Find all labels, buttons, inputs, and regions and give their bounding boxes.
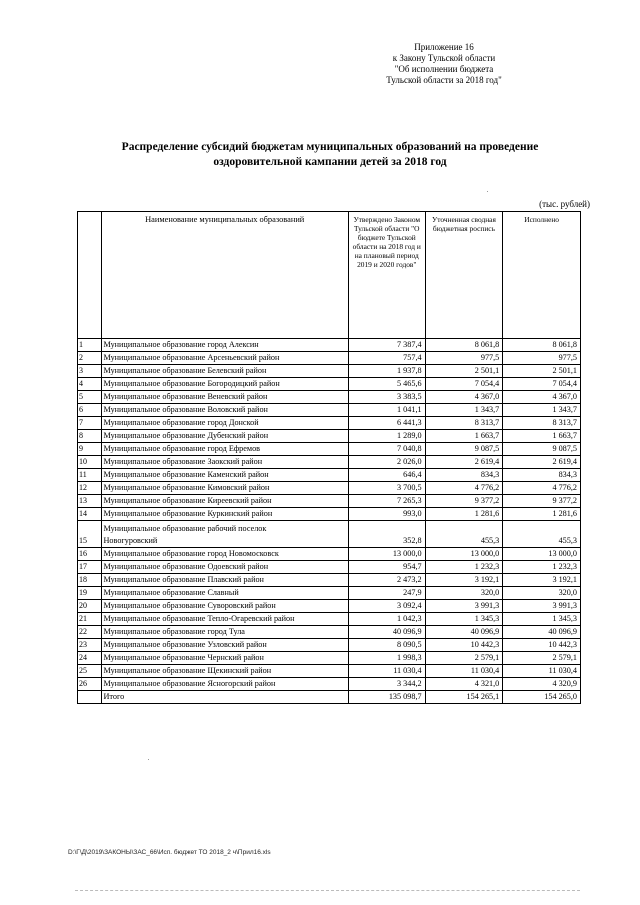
row-approved: 3 383,5 <box>348 391 425 404</box>
row-name: Муниципальное образование Арсеньевский район <box>101 352 348 365</box>
row-executed: 1 232,3 <box>503 561 581 574</box>
row-executed: 455,3 <box>503 521 581 548</box>
row-name: Муниципальное образование Чернский район <box>101 652 348 665</box>
row-name: Муниципальное образование Заокский район <box>101 456 348 469</box>
header-approved: Утверждено Законом Тульской области "О бюджете Тульской области на 2018 год и на плановый период 2019 и 2020 годов" <box>348 212 425 339</box>
row-executed: 1 663,7 <box>503 430 581 443</box>
table-row <box>78 639 581 652</box>
row-approved: 3 700,5 <box>348 482 425 495</box>
row-name: Муниципальное образование Белевский район <box>101 365 348 378</box>
row-revised: 977,5 <box>425 352 503 365</box>
row-approved: 40 096,9 <box>348 626 425 639</box>
row-approved: 11 030,4 <box>348 665 425 678</box>
row-number: 21 <box>78 613 102 626</box>
row-number: 23 <box>78 639 102 652</box>
row-executed: 9 087,5 <box>503 443 581 456</box>
row-approved: 2 026,0 <box>348 456 425 469</box>
appendix-block <box>344 42 544 86</box>
header-name: Наименование муниципальных образований <box>101 212 348 339</box>
row-revised: 8 313,7 <box>425 417 503 430</box>
table-row <box>78 548 581 561</box>
row-approved: 3 344,2 <box>348 678 425 691</box>
table-row <box>78 365 581 378</box>
table-row <box>78 456 581 469</box>
table-row <box>78 430 581 443</box>
row-approved: 352,8 <box>348 521 425 548</box>
row-name: Муниципальное образование город Тула <box>101 626 348 639</box>
row-number: 12 <box>78 482 102 495</box>
table-row <box>78 339 581 352</box>
row-executed: 11 030,4 <box>503 665 581 678</box>
table-row <box>78 574 581 587</box>
row-approved: 2 473,2 <box>348 574 425 587</box>
row-executed: 3 991,3 <box>503 600 581 613</box>
row-number: 25 <box>78 665 102 678</box>
row-number: 10 <box>78 456 102 469</box>
row-approved: 1 289,0 <box>348 430 425 443</box>
row-revised: 4 321,0 <box>425 678 503 691</box>
row-revised: 9 087,5 <box>425 443 503 456</box>
row-number: 6 <box>78 404 102 417</box>
row-name: Муниципальное образование Богородицкий район <box>101 378 348 391</box>
row-number: 13 <box>78 495 102 508</box>
total-revised: 154 265,1 <box>425 691 503 704</box>
row-executed: 320,0 <box>503 587 581 600</box>
row-approved: 7 387,4 <box>348 339 425 352</box>
row-number: 1 <box>78 339 102 352</box>
row-executed: 4 367,0 <box>503 391 581 404</box>
row-executed: 1 345,3 <box>503 613 581 626</box>
table-row <box>78 626 581 639</box>
row-name: Муниципальное образование Кимовский район <box>101 482 348 495</box>
row-approved: 247,9 <box>348 587 425 600</box>
row-name: Муниципальное образование Одоевский район <box>101 561 348 574</box>
row-number: 11 <box>78 469 102 482</box>
row-name: Муниципальное образование Куркинский район <box>101 508 348 521</box>
row-approved: 13 000,0 <box>348 548 425 561</box>
row-revised: 13 000,0 <box>425 548 503 561</box>
row-revised: 834,3 <box>425 469 503 482</box>
row-number: 17 <box>78 561 102 574</box>
table-header-row <box>78 212 581 339</box>
units-label: (тыс. рублей) <box>539 199 590 209</box>
row-executed: 8 061,8 <box>503 339 581 352</box>
row-revised: 2 579,1 <box>425 652 503 665</box>
row-number: 24 <box>78 652 102 665</box>
row-number: 4 <box>78 378 102 391</box>
row-executed: 1 281,6 <box>503 508 581 521</box>
row-number: 26 <box>78 678 102 691</box>
row-number: 8 <box>78 430 102 443</box>
row-name-line: Новогуровский <box>103 536 158 545</box>
row-name-line: Муниципальное образование рабочий поселок <box>103 524 267 533</box>
row-name: Муниципальное образование город Алексин <box>101 339 348 352</box>
table-row <box>78 561 581 574</box>
row-number: 3 <box>78 365 102 378</box>
row-name: Муниципальное образование Плавский район <box>101 574 348 587</box>
row-number: 19 <box>78 587 102 600</box>
row-revised: 8 061,8 <box>425 339 503 352</box>
table-row <box>78 404 581 417</box>
row-executed: 2 501,1 <box>503 365 581 378</box>
row-revised: 455,3 <box>425 521 503 548</box>
row-number: 14 <box>78 508 102 521</box>
row-revised: 4 776,2 <box>425 482 503 495</box>
header-number <box>78 212 102 339</box>
row-executed: 834,3 <box>503 469 581 482</box>
table-row <box>78 587 581 600</box>
row-name: Муниципальное образование город Ефремов <box>101 443 348 456</box>
table-row <box>78 443 581 456</box>
row-revised: 4 367,0 <box>425 391 503 404</box>
row-name: Муниципальное образование город Донской <box>101 417 348 430</box>
row-number: 15 <box>78 521 102 548</box>
title-line-2: оздоровительной кампании детей за 2018 год <box>213 156 447 168</box>
row-revised: 3 991,3 <box>425 600 503 613</box>
table-row <box>78 417 581 430</box>
row-revised: 320,0 <box>425 587 503 600</box>
table-row <box>78 665 581 678</box>
appendix-line-3: "Об исполнении бюджета <box>394 64 494 74</box>
scan-edge-line <box>75 890 580 891</box>
row-name: Муниципальное образование Славный <box>101 587 348 600</box>
row-approved: 6 441,3 <box>348 417 425 430</box>
row-name: Муниципальное образование Веневский район <box>101 391 348 404</box>
row-number: 7 <box>78 417 102 430</box>
row-name: Муниципальное образование Воловский район <box>101 404 348 417</box>
appendix-line-2: к Закону Тульской области <box>392 53 496 63</box>
row-number: 9 <box>78 443 102 456</box>
row-name: Муниципальное образование Киреевский район <box>101 495 348 508</box>
total-label: Итого <box>101 691 348 704</box>
subsidy-table <box>77 211 581 704</box>
row-name: Муниципальное образование Узловский район <box>101 639 348 652</box>
row-name: Муниципальное образование Тепло-Огаревский район <box>101 613 348 626</box>
row-name: Муниципальное образование Суворовский район <box>101 600 348 613</box>
row-name <box>101 521 348 548</box>
row-name: Муниципальное образование город Новомосковск <box>101 548 348 561</box>
table-row <box>78 613 581 626</box>
row-revised: 2 619,4 <box>425 456 503 469</box>
row-executed: 7 054,4 <box>503 378 581 391</box>
row-executed: 1 343,7 <box>503 404 581 417</box>
row-approved: 954,7 <box>348 561 425 574</box>
row-name: Муниципальное образование Ясногорский район <box>101 678 348 691</box>
row-approved: 5 465,6 <box>348 378 425 391</box>
row-approved: 993,0 <box>348 508 425 521</box>
row-revised: 40 096,9 <box>425 626 503 639</box>
scan-speck <box>148 759 149 760</box>
row-approved: 1 042,3 <box>348 613 425 626</box>
file-path-footer: D:\Г\Д\2019\ЗАКОНЫ\ЗАС_66\Исп. бюджет ТО 2018_2 ч\Прил16.xls <box>68 849 271 856</box>
row-executed: 10 442,3 <box>503 639 581 652</box>
row-revised: 11 030,4 <box>425 665 503 678</box>
row-approved: 3 092,4 <box>348 600 425 613</box>
row-approved: 1 041,1 <box>348 404 425 417</box>
row-name: Муниципальное образование Щекинский район <box>101 665 348 678</box>
total-number <box>78 691 102 704</box>
total-executed: 154 265,0 <box>503 691 581 704</box>
row-revised: 1 343,7 <box>425 404 503 417</box>
row-revised: 10 442,3 <box>425 639 503 652</box>
table-row <box>78 482 581 495</box>
row-revised: 2 501,1 <box>425 365 503 378</box>
row-executed: 4 776,2 <box>503 482 581 495</box>
appendix-line-1: Приложение 16 <box>414 42 474 52</box>
table-row <box>78 495 581 508</box>
row-executed: 977,5 <box>503 352 581 365</box>
row-revised: 1 281,6 <box>425 508 503 521</box>
table-row <box>78 469 581 482</box>
row-approved: 1 937,8 <box>348 365 425 378</box>
row-revised: 1 232,3 <box>425 561 503 574</box>
row-name: Муниципальное образование Каменский район <box>101 469 348 482</box>
total-approved: 135 098,7 <box>348 691 425 704</box>
row-executed: 13 000,0 <box>503 548 581 561</box>
row-approved: 646,4 <box>348 469 425 482</box>
row-name: Муниципальное образование Дубенский район <box>101 430 348 443</box>
table-body <box>78 339 581 704</box>
table-row <box>78 391 581 404</box>
table-row <box>78 378 581 391</box>
row-revised: 9 377,2 <box>425 495 503 508</box>
table-row <box>78 652 581 665</box>
row-number: 2 <box>78 352 102 365</box>
row-executed: 8 313,7 <box>503 417 581 430</box>
row-approved: 7 040,8 <box>348 443 425 456</box>
scan-speck <box>487 191 488 192</box>
row-number: 5 <box>78 391 102 404</box>
row-executed: 3 192,1 <box>503 574 581 587</box>
row-revised: 1 663,7 <box>425 430 503 443</box>
table-row <box>78 678 581 691</box>
total-row <box>78 691 581 704</box>
row-executed: 4 320,9 <box>503 678 581 691</box>
row-revised: 7 054,4 <box>425 378 503 391</box>
row-approved: 1 998,3 <box>348 652 425 665</box>
row-approved: 8 090,5 <box>348 639 425 652</box>
row-approved: 757,4 <box>348 352 425 365</box>
row-executed: 2 579,1 <box>503 652 581 665</box>
row-revised: 3 192,1 <box>425 574 503 587</box>
row-number: 18 <box>78 574 102 587</box>
row-number: 22 <box>78 626 102 639</box>
row-executed: 2 619,4 <box>503 456 581 469</box>
row-approved: 7 265,3 <box>348 495 425 508</box>
row-revised: 1 345,3 <box>425 613 503 626</box>
header-revised: Уточненная сводная бюджетная роспись <box>425 212 503 339</box>
document-title <box>95 140 565 170</box>
row-number: 20 <box>78 600 102 613</box>
row-number: 16 <box>78 548 102 561</box>
table-row <box>78 521 581 548</box>
header-executed: Исполнено <box>503 212 581 339</box>
appendix-line-4: Тульской области за 2018 год" <box>386 75 502 85</box>
table-row <box>78 508 581 521</box>
table-row <box>78 352 581 365</box>
title-line-1: Распределение субсидий бюджетам муниципальных образований на проведение <box>121 141 539 153</box>
table-row <box>78 600 581 613</box>
row-executed: 40 096,9 <box>503 626 581 639</box>
row-executed: 9 377,2 <box>503 495 581 508</box>
